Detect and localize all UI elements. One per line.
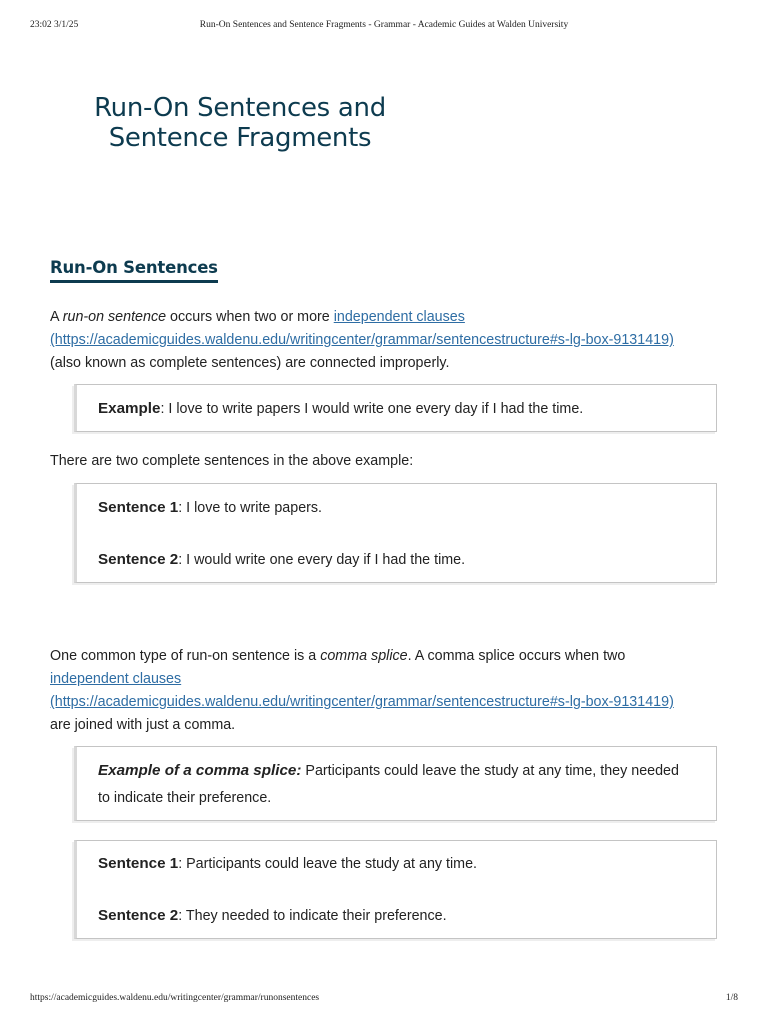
text: are joined with just a comma. xyxy=(50,717,236,733)
sentence-2-line xyxy=(98,546,698,574)
run-on-definition-paragraph xyxy=(50,306,730,375)
example-sentence: : I love to write papers I would write one every day if I had the time. xyxy=(160,401,584,417)
independent-clauses-url-link[interactable]: (https://academicguides.waldenu.edu/writingcenter/grammar/sentencestructure#s-lg-box-9131419) xyxy=(50,332,674,348)
independent-clauses-url-link[interactable]: (https://academicguides.waldenu.edu/writingcenter/grammar/sentencestructure#s-lg-box-9131419) xyxy=(50,694,674,710)
example-label: Example xyxy=(98,400,161,417)
sentences-box-2 xyxy=(74,840,717,939)
comma-splice-line-1: Participants could leave the study at any time, they needed xyxy=(301,763,679,779)
text: . A comma splice occurs when two xyxy=(407,648,626,664)
sentences-box-1 xyxy=(74,483,717,583)
independent-clauses-link[interactable]: independent clauses xyxy=(333,309,465,325)
sentence-2-text: : I would write one every day if I had the time. xyxy=(178,552,466,568)
print-timestamp: 23:02 3/1/25 xyxy=(30,20,79,30)
comma-splice-line-2: to indicate their preference. xyxy=(98,790,272,806)
sentence-2-text: : They needed to indicate their preference. xyxy=(178,908,447,924)
sentence-1-label: Sentence 1 xyxy=(98,499,179,516)
page-title: Run-On Sentences and Sentence Fragments xyxy=(94,93,386,153)
sentence-1-text: : Participants could leave the study at any time. xyxy=(178,856,478,872)
sentence-1-line xyxy=(98,494,698,522)
term-comma-splice: comma splice xyxy=(320,648,408,664)
text: A xyxy=(50,309,63,325)
term-run-on-sentence: run-on sentence xyxy=(62,309,167,325)
text: occurs when two or more xyxy=(166,309,334,325)
sentence-1-text: : I love to write papers. xyxy=(178,500,323,516)
sentence-2-line xyxy=(98,902,698,930)
text: (also known as complete sentences) are connected improperly. xyxy=(50,355,450,371)
example-text xyxy=(98,395,698,423)
comma-splice-paragraph xyxy=(50,645,730,737)
page-number: 1/8 xyxy=(725,993,738,1003)
print-url: https://academicguides.waldenu.edu/writingcenter/grammar/runonsentences xyxy=(30,993,320,1003)
section-heading: Run-On Sentences xyxy=(50,258,218,283)
comma-splice-example-text xyxy=(98,757,698,812)
comma-splice-example-box xyxy=(74,746,717,821)
comma-splice-example-label: Example of a comma splice: xyxy=(98,762,302,779)
sentence-1-label: Sentence 1 xyxy=(98,855,179,872)
sentence-2-label: Sentence 2 xyxy=(98,907,179,924)
two-sentences-paragraph: There are two complete sentences in the above example: xyxy=(50,453,414,469)
example-box xyxy=(74,384,717,432)
sentence-1-line xyxy=(98,850,698,878)
sentence-2-label: Sentence 2 xyxy=(98,551,179,568)
text: One common type of run-on sentence is a xyxy=(50,648,321,664)
print-page-title: Run-On Sentences and Sentence Fragments - Grammar - Academic Guides at Walden University xyxy=(199,20,569,30)
independent-clauses-link[interactable]: independent clauses xyxy=(50,671,182,687)
